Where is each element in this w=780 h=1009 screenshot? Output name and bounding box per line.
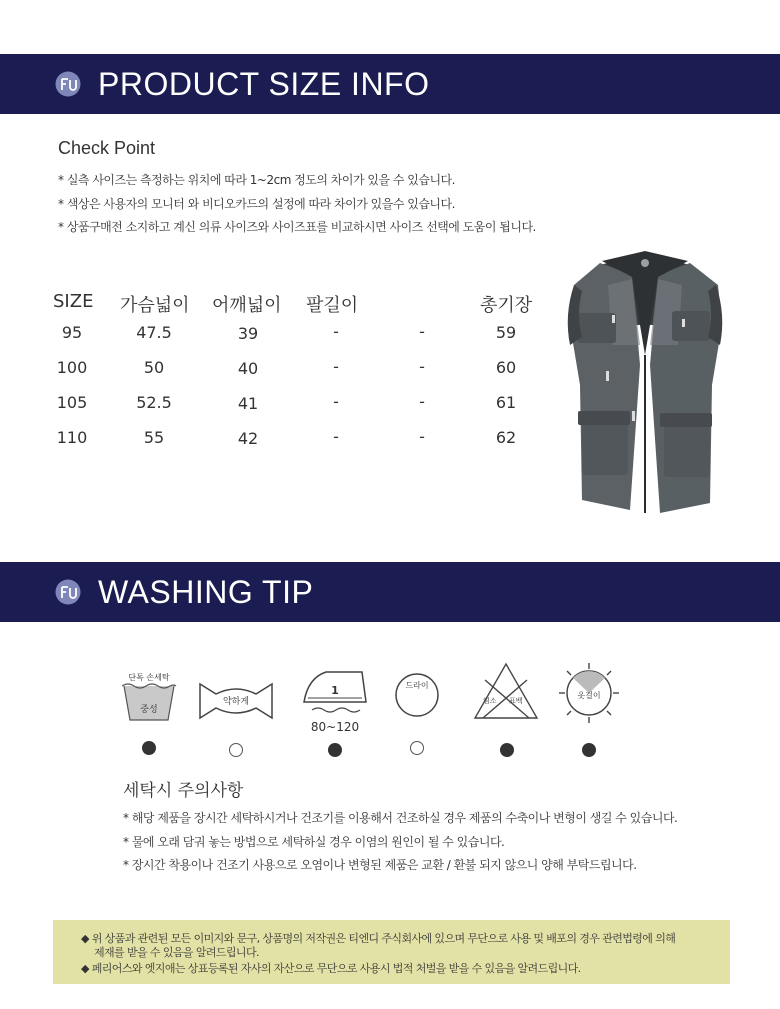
selected-dot — [328, 743, 342, 757]
table-cell: 39 — [237, 324, 259, 343]
unselected-dot — [229, 743, 243, 757]
table-cell: 47.5 — [136, 323, 172, 342]
table-cell: 62 — [495, 428, 517, 447]
size-info-banner — [0, 54, 780, 114]
table-cell: 59 — [495, 323, 517, 342]
hang-dry-label: 옷걸이 — [577, 691, 601, 700]
dry-clean-label: 드라이 — [405, 681, 429, 690]
selected-dot — [142, 741, 156, 755]
notice-line: 제재를 받을 수 있음을 알려드립니다. — [94, 946, 259, 959]
table-cell: - — [419, 392, 425, 411]
table-header: 총기장 — [480, 295, 533, 316]
section-title: PRODUCT SIZE INFO — [98, 66, 430, 102]
table-cell: - — [333, 322, 339, 341]
table-header: 가슴넓이 — [120, 295, 190, 316]
table-cell: - — [419, 427, 425, 446]
bleach-label-left: 염소 — [483, 697, 497, 705]
table-cell: 95 — [61, 323, 83, 342]
table-cell: - — [419, 357, 425, 376]
hand-wash-icon — [118, 672, 180, 722]
brand-logo-icon — [55, 71, 81, 97]
table-cell: 40 — [237, 359, 259, 378]
copyright-notice — [53, 920, 730, 984]
wring-gently-icon — [198, 680, 274, 722]
iron-temp-label: 80~120 — [310, 720, 360, 734]
no-bleach-icon — [473, 662, 539, 720]
table-header: 팔길이 — [306, 295, 359, 316]
table-cell: 42 — [237, 429, 259, 448]
check-point-title: Check Point — [58, 138, 156, 158]
hand-wash-label: 중성 — [140, 705, 158, 715]
table-cell: - — [333, 427, 339, 446]
table-cell: 61 — [495, 393, 517, 412]
bleach-label-right: 표백 — [509, 697, 523, 705]
wring-label: 약하게 — [222, 697, 250, 707]
notice-line: ◆ 위 상품과 관련된 모든 이미지와 문구, 상품명의 저작권은 티엔디 주식회사에 있으며 무단으로 사용 및 배포의 경우 관련법령에 의해 — [81, 932, 676, 945]
table-cell: 52.5 — [136, 393, 172, 412]
table-cell: 41 — [237, 394, 259, 413]
table-cell: 105 — [56, 393, 88, 412]
table-cell: 100 — [56, 358, 88, 377]
check-note: * 실측 사이즈는 측정하는 위치에 따라 1~2cm 정도의 차이가 있을 수 있습니다. — [58, 173, 455, 187]
dry-clean-icon — [394, 672, 440, 718]
caution-note: * 해당 제품을 장시간 세탁하시거나 건조기를 이용해서 건조하실 경우 제품의 수축이나 변형이 생길 수 있습니다. — [123, 811, 678, 825]
caution-title: 세탁시 주의사항 — [123, 781, 244, 801]
iron-level-label: 1 — [331, 684, 339, 697]
table-cell: 110 — [56, 428, 88, 447]
brand-logo-icon — [55, 579, 81, 605]
table-cell: - — [333, 357, 339, 376]
table-header: SIZE — [53, 291, 94, 312]
check-note: * 상품구매전 소지하고 계신 의류 사이즈와 사이즈표를 비교하시면 사이즈 선택에 도움이 됩니다. — [58, 220, 536, 234]
hand-wash-top-label: 단독 손세탁 — [128, 673, 170, 682]
vest-product-image — [560, 245, 730, 525]
section-title: WASHING TIP — [98, 574, 314, 610]
table-cell: 60 — [495, 358, 517, 377]
hang-dry-icon — [558, 662, 620, 724]
selected-dot — [582, 743, 596, 757]
table-cell: - — [333, 392, 339, 411]
table-cell: 50 — [143, 358, 165, 377]
unselected-dot — [410, 741, 424, 755]
washing-tip-banner — [0, 562, 780, 622]
check-note: * 색상은 사용자의 모니터 와 비디오카드의 설정에 따라 차이가 있을수 있습니다. — [58, 197, 455, 211]
table-header: 어깨넓이 — [212, 295, 282, 316]
caution-note: * 장시간 착용이나 건조기 사용으로 오염이나 변형된 제품은 교환 / 환불 되지 않으니 양해 부탁드립니다. — [123, 858, 637, 872]
selected-dot — [500, 743, 514, 757]
table-cell: 55 — [143, 428, 165, 447]
caution-note: * 물에 오래 담궈 놓는 방법으로 세탁하실 경우 이염의 원인이 될 수 있습니다. — [123, 835, 505, 849]
table-cell: - — [419, 322, 425, 341]
notice-line: ◆ 페리어스와 엣지애는 상표등록된 자사의 자산으로 무단으로 사용시 법적 처벌을 받을 수 있음을 알려드립니다. — [81, 962, 581, 975]
iron-icon — [300, 666, 370, 736]
